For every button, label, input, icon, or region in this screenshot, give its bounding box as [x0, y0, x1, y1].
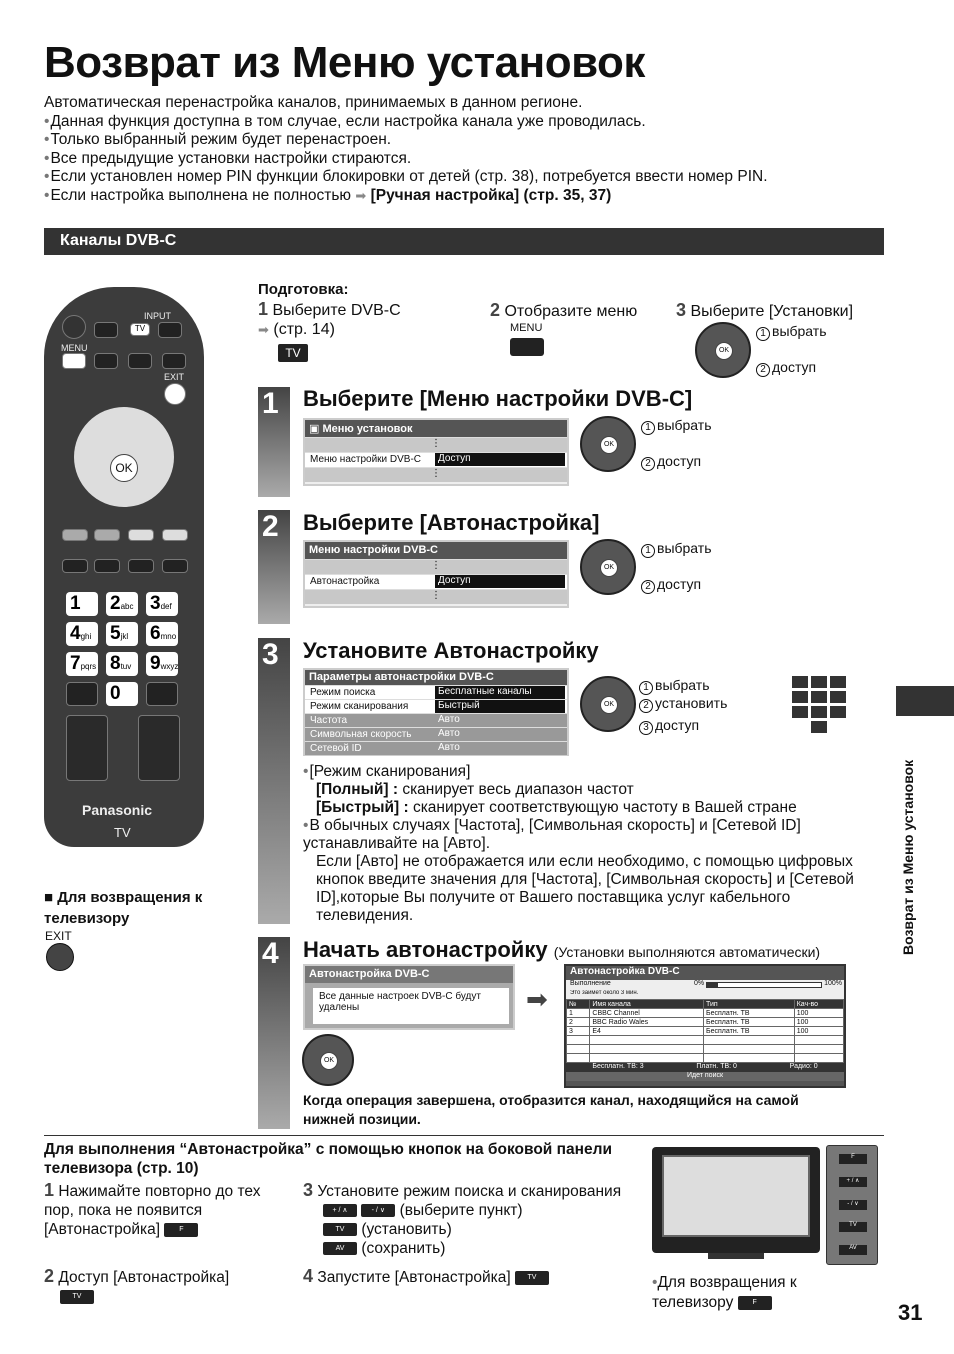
intro-text: Автоматическая перенастройка каналов, принимаемых в данном регионе. • Данная функция доступна в том случае, если настройка канала уже проводилась. • Только выбранный режим будет перенастроен. • Все предыдущие установки настройки стираются. • Если установлен номер PIN функции блокировки от детей (стр. 38), потребуется ввести номер PIN. • Если настройка выполнена не полностью ➡ [Ручная настройка] (стр. 35, 37) — [44, 94, 884, 205]
return-to-tv-note: ■ Для возвращения к телевизору — [44, 889, 203, 927]
remote-key-3[interactable]: 3def — [146, 592, 178, 616]
menu-icon: ▣ — [309, 423, 320, 435]
autotune-params-box: Параметры автонастройки DVB-C Режим поиска Бесплатные каналы Режим сканирования Быстрый Частота Авто Символьная скорость Авто Сетевой ID Авто — [303, 668, 569, 756]
tv-side-panel: F + / ∧ - / ∨ TV AV — [826, 1145, 878, 1265]
page-title: Возврат из Меню установок — [44, 38, 645, 87]
menu-key[interactable] — [510, 338, 544, 356]
nav-pad-icon: OK — [580, 539, 636, 595]
page-number: 31 — [898, 1300, 923, 1325]
exit-button[interactable] — [46, 943, 74, 971]
nav-pad-icon: OK — [580, 676, 636, 732]
channel-table: № Имя канала Тип Кач-во 1 CBBC Channel Бесплатн. ТВ 100 2 BBC Radio Wales Бесплатн. ТВ 100 3 E4 Бесплатн. ТВ 100 — [566, 999, 844, 1063]
remote-key-9[interactable]: 9wxyz — [146, 652, 178, 676]
remote-key-8[interactable]: 8tuv — [106, 652, 138, 676]
remote-key-5[interactable]: 5jkl — [106, 622, 138, 646]
dvbc-menu-box: Меню настройки DVB-C ⋮ Автонастройка Доступ ⋮ — [303, 540, 569, 608]
step-2-title: Выберите [Автонастройка] — [303, 510, 600, 535]
side-section-label: Возврат из Меню установок — [900, 759, 916, 955]
section-header: Каналы DVB-C — [44, 228, 884, 255]
step-1-band: 1 — [258, 387, 290, 497]
brand-logo: Panasonic — [82, 802, 153, 818]
nav-pad-icon: OK — [302, 1034, 354, 1086]
remote-key-0[interactable]: 0 — [106, 682, 138, 706]
nav-pad-icon: OK — [580, 416, 636, 472]
autotune-results-screen: Автонастройка DVB-C Выполнение 0% 100% Это займет около 3 мин. № Имя канала Тип Кач-во 1 CBBC Channel Бесплатн. ТВ 100 2 BBC Radio Wales Бесплатн. ТВ 100 3 E4 Бесплатн. ТВ 100 Бесплатн. ТВ: 3 Платн. ТВ: 0 Радио: 0 Идет поиск — [564, 964, 846, 1088]
arrow-right-icon: ➡ — [526, 984, 548, 1014]
progress-bar-fill — [707, 983, 718, 987]
table-row: 2 BBC Radio Wales Бесплатн. ТВ 100 — [567, 1018, 844, 1027]
remote-key-2[interactable]: 2abc — [106, 592, 138, 616]
table-row: 3 E4 Бесплатн. ТВ 100 — [567, 1027, 844, 1036]
step-3-notes: • [Режим сканирования] [Полный] : сканирует весь диапазон частот [Быстрый] : сканирует соответствующую частоту в Вашей стране • В обычных случаях [Частота], [Символьная скорость] и [Сетевой ID] устанавливайте на [Авто]. Если [Авто] не отображается или если необходимо, с помощью цифровых кнопок введите значения для [Частота], [Символьная скорость] и [Сетевой ID],которые Вы получите от Вашего поставщика услуг кабельного телевидения. — [303, 763, 863, 925]
divider — [44, 1135, 884, 1136]
step-2-band: 2 — [258, 510, 290, 624]
remote-ok-button[interactable]: OK — [110, 454, 138, 482]
remote-key-6[interactable]: 6mno — [146, 622, 178, 646]
tv-illustration — [652, 1147, 820, 1253]
f-key: F — [164, 1223, 198, 1237]
step-4-title: Начать автонастройку (Установки выполняются автоматически) — [303, 937, 821, 962]
autotune-dialog: Автонастройка DVB-C Все данные настроек DVB-C будут удалены — [303, 964, 515, 1030]
setup-menu-box: ▣ Меню установок ⋮ Меню настройки DVB-C Доступ ⋮ — [303, 418, 569, 486]
remote-key-4[interactable]: 4ghi — [66, 622, 98, 646]
side-tab — [896, 686, 954, 716]
numeric-keypad-icon — [792, 676, 848, 734]
nav-pad-icon: OK — [695, 322, 751, 378]
preparation: Подготовка: — [258, 281, 349, 298]
remote-key-7[interactable]: 7pqrs — [66, 652, 98, 676]
remote-key-1[interactable]: 1 — [66, 592, 98, 616]
remote-control: INPUT TV MENU EXIT OK 1 2abc 3def 4ghi 5jkl 6mno 7pqrs 8tuv 9wxyz 0 Panasonic TV — [44, 287, 204, 847]
step-1-title: Выберите [Меню настройки DVB-C] — [303, 386, 693, 411]
step-3-band: 3 — [258, 638, 290, 924]
table-row: 1 CBBC Channel Бесплатн. ТВ 100 — [567, 1009, 844, 1018]
side-panel-heading: Для выполнения “Автонастройка” с помощью кнопок на боковой панели телевизора (стр. 10) — [44, 1141, 612, 1177]
tv-key[interactable]: TV — [278, 344, 308, 362]
step-4-band: 4 — [258, 937, 290, 1129]
step-3-title: Установите Автонастройку — [303, 638, 599, 663]
tv-key[interactable]: TV — [60, 1290, 94, 1304]
